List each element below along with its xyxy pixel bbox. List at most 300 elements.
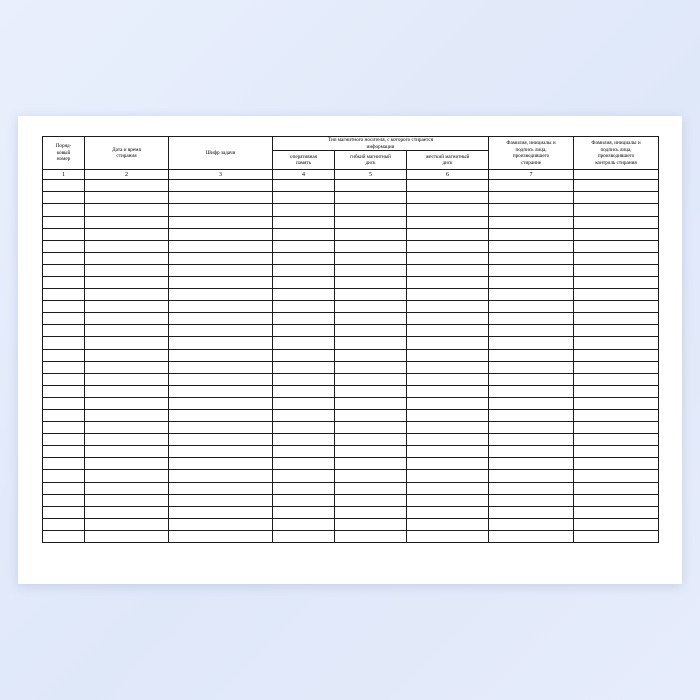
table-cell[interactable] bbox=[489, 518, 574, 530]
header-hard-disk-line2: диск bbox=[442, 160, 453, 167]
table-cell[interactable] bbox=[574, 458, 659, 470]
table-cell[interactable] bbox=[407, 434, 489, 446]
table-row[interactable] bbox=[43, 385, 659, 397]
table-cell[interactable] bbox=[273, 434, 335, 446]
table-cell[interactable] bbox=[489, 228, 574, 240]
header-erasure-datetime bbox=[85, 137, 169, 170]
table-cell[interactable] bbox=[489, 276, 574, 288]
table-cell[interactable] bbox=[273, 422, 335, 434]
table-cell[interactable] bbox=[85, 530, 169, 542]
table-cell[interactable] bbox=[574, 422, 659, 434]
table-cell[interactable] bbox=[169, 446, 273, 458]
table-cell[interactable] bbox=[574, 494, 659, 506]
table-cell[interactable] bbox=[169, 482, 273, 494]
table-cell[interactable] bbox=[273, 482, 335, 494]
table-cell[interactable] bbox=[489, 506, 574, 518]
table-cell[interactable] bbox=[43, 470, 85, 482]
table-cell[interactable] bbox=[407, 325, 489, 337]
journal-table-area bbox=[42, 136, 658, 543]
table-cell[interactable] bbox=[273, 373, 335, 385]
header-controller-person-line3: производившего bbox=[597, 153, 635, 160]
table-cell[interactable] bbox=[169, 458, 273, 470]
table-cell[interactable] bbox=[489, 325, 574, 337]
table-cell[interactable] bbox=[273, 264, 335, 276]
table-cell[interactable] bbox=[335, 264, 407, 276]
table-cell[interactable] bbox=[407, 240, 489, 252]
table-cell[interactable] bbox=[407, 252, 489, 264]
table-cell[interactable] bbox=[273, 349, 335, 361]
table-cell[interactable] bbox=[43, 349, 85, 361]
table-cell[interactable] bbox=[489, 397, 574, 409]
table-cell[interactable] bbox=[169, 216, 273, 228]
table-cell[interactable] bbox=[574, 313, 659, 325]
table-cell[interactable] bbox=[574, 506, 659, 518]
table-row[interactable] bbox=[43, 325, 659, 337]
table-cell[interactable] bbox=[43, 276, 85, 288]
table-cell[interactable] bbox=[335, 434, 407, 446]
table-cell[interactable] bbox=[335, 506, 407, 518]
table-cell[interactable] bbox=[335, 446, 407, 458]
table-cell[interactable] bbox=[489, 470, 574, 482]
table-cell[interactable] bbox=[169, 252, 273, 264]
table-cell[interactable] bbox=[43, 397, 85, 409]
header-floppy-disk bbox=[335, 151, 407, 170]
table-cell[interactable] bbox=[407, 385, 489, 397]
table-cell[interactable] bbox=[169, 434, 273, 446]
table-cell[interactable] bbox=[335, 240, 407, 252]
table-cell[interactable] bbox=[43, 180, 85, 192]
table-cell[interactable] bbox=[574, 264, 659, 276]
table-cell[interactable] bbox=[407, 349, 489, 361]
table-cell[interactable] bbox=[273, 337, 335, 349]
table-cell[interactable] bbox=[85, 446, 169, 458]
table-cell[interactable] bbox=[85, 216, 169, 228]
table-cell[interactable] bbox=[169, 410, 273, 422]
table-cell[interactable] bbox=[169, 337, 273, 349]
table-cell[interactable] bbox=[335, 373, 407, 385]
table-row[interactable] bbox=[43, 518, 659, 530]
table-cell[interactable] bbox=[169, 494, 273, 506]
table-cell[interactable] bbox=[489, 313, 574, 325]
table-cell[interactable] bbox=[335, 228, 407, 240]
table-cell[interactable] bbox=[489, 216, 574, 228]
table-cell[interactable] bbox=[169, 518, 273, 530]
table-cell[interactable] bbox=[407, 228, 489, 240]
table-cell[interactable] bbox=[489, 204, 574, 216]
table-cell[interactable] bbox=[169, 228, 273, 240]
table-cell[interactable] bbox=[85, 313, 169, 325]
table-cell[interactable] bbox=[574, 192, 659, 204]
table-cell[interactable] bbox=[574, 216, 659, 228]
table-cell[interactable] bbox=[43, 361, 85, 373]
table-cell[interactable] bbox=[489, 458, 574, 470]
table-cell[interactable] bbox=[407, 446, 489, 458]
table-cell[interactable] bbox=[43, 252, 85, 264]
table-cell[interactable] bbox=[407, 192, 489, 204]
table-cell[interactable] bbox=[169, 506, 273, 518]
table-cell[interactable] bbox=[273, 530, 335, 542]
table-cell[interactable] bbox=[574, 446, 659, 458]
column-number-row bbox=[43, 170, 659, 180]
table-row[interactable] bbox=[43, 482, 659, 494]
table-row[interactable] bbox=[43, 434, 659, 446]
table-cell[interactable] bbox=[43, 458, 85, 470]
table-cell[interactable] bbox=[43, 482, 85, 494]
table-row[interactable] bbox=[43, 530, 659, 542]
table-cell[interactable] bbox=[574, 470, 659, 482]
column-number-4: 4 bbox=[273, 170, 335, 180]
document-sheet bbox=[18, 116, 682, 584]
column-number-1: 1 bbox=[43, 170, 85, 180]
table-body bbox=[43, 180, 659, 543]
erasure-journal-table bbox=[42, 136, 659, 543]
table-row[interactable] bbox=[43, 506, 659, 518]
table-row[interactable] bbox=[43, 458, 659, 470]
table-cell[interactable] bbox=[43, 264, 85, 276]
table-cell[interactable] bbox=[85, 385, 169, 397]
table-cell[interactable] bbox=[574, 530, 659, 542]
table-cell[interactable] bbox=[489, 410, 574, 422]
table-cell[interactable] bbox=[85, 410, 169, 422]
table-cell[interactable] bbox=[169, 204, 273, 216]
table-cell[interactable] bbox=[43, 446, 85, 458]
table-cell[interactable] bbox=[574, 289, 659, 301]
header-ram-line1: оперативная bbox=[290, 154, 317, 160]
table-cell[interactable] bbox=[574, 228, 659, 240]
table-cell[interactable] bbox=[335, 470, 407, 482]
table-cell[interactable] bbox=[489, 482, 574, 494]
table-cell[interactable] bbox=[273, 240, 335, 252]
table-cell[interactable] bbox=[574, 252, 659, 264]
table-cell[interactable] bbox=[169, 422, 273, 434]
table-cell[interactable] bbox=[169, 240, 273, 252]
table-cell[interactable] bbox=[489, 446, 574, 458]
table-cell[interactable] bbox=[43, 337, 85, 349]
header-hard-disk bbox=[407, 151, 489, 170]
table-cell[interactable] bbox=[85, 482, 169, 494]
table-cell[interactable] bbox=[85, 361, 169, 373]
table-cell[interactable] bbox=[43, 518, 85, 530]
header-eraser-person-line3: производившего bbox=[512, 153, 550, 160]
table-cell[interactable] bbox=[85, 192, 169, 204]
table-cell[interactable] bbox=[43, 313, 85, 325]
table-row[interactable] bbox=[43, 264, 659, 276]
table-cell[interactable] bbox=[335, 397, 407, 409]
table-cell[interactable] bbox=[273, 385, 335, 397]
table-cell[interactable] bbox=[169, 385, 273, 397]
table-row[interactable] bbox=[43, 240, 659, 252]
table-cell[interactable] bbox=[489, 252, 574, 264]
table-cell[interactable] bbox=[489, 530, 574, 542]
table-cell[interactable] bbox=[43, 530, 85, 542]
table-cell[interactable] bbox=[335, 349, 407, 361]
table-cell[interactable] bbox=[43, 410, 85, 422]
table-cell[interactable] bbox=[43, 506, 85, 518]
table-row[interactable] bbox=[43, 470, 659, 482]
table-cell[interactable] bbox=[407, 422, 489, 434]
table-cell[interactable] bbox=[489, 434, 574, 446]
table-cell[interactable] bbox=[169, 361, 273, 373]
table-cell[interactable] bbox=[574, 361, 659, 373]
header-controller-person-line1: Фамилия, инициалы и bbox=[591, 140, 641, 147]
table-cell[interactable] bbox=[169, 289, 273, 301]
table-cell[interactable] bbox=[273, 410, 335, 422]
table-cell[interactable] bbox=[85, 458, 169, 470]
table-cell[interactable] bbox=[273, 301, 335, 313]
table-cell[interactable] bbox=[574, 518, 659, 530]
table-cell[interactable] bbox=[489, 494, 574, 506]
table-cell[interactable] bbox=[489, 264, 574, 276]
table-row[interactable] bbox=[43, 313, 659, 325]
header-task-code bbox=[169, 137, 273, 170]
table-cell[interactable] bbox=[85, 373, 169, 385]
header-floppy-disk-line2: диск bbox=[365, 160, 376, 167]
table-cell[interactable] bbox=[85, 518, 169, 530]
table-cell[interactable] bbox=[273, 204, 335, 216]
table-cell[interactable] bbox=[85, 204, 169, 216]
table-cell[interactable] bbox=[335, 530, 407, 542]
table-cell[interactable] bbox=[574, 385, 659, 397]
table-cell[interactable] bbox=[407, 470, 489, 482]
table-cell[interactable] bbox=[335, 289, 407, 301]
table-cell[interactable] bbox=[407, 397, 489, 409]
table-cell[interactable] bbox=[273, 458, 335, 470]
table-cell[interactable] bbox=[43, 422, 85, 434]
table-row[interactable] bbox=[43, 204, 659, 216]
table-row[interactable] bbox=[43, 252, 659, 264]
table-cell[interactable] bbox=[85, 301, 169, 313]
table-cell[interactable] bbox=[43, 494, 85, 506]
table-cell[interactable] bbox=[407, 530, 489, 542]
table-cell[interactable] bbox=[574, 276, 659, 288]
table-cell[interactable] bbox=[43, 434, 85, 446]
table-cell[interactable] bbox=[273, 518, 335, 530]
table-cell[interactable] bbox=[335, 192, 407, 204]
header-media-type-group-line2: информации bbox=[366, 143, 395, 150]
header-task-code-label: Шифр задачи bbox=[205, 149, 236, 156]
table-cell[interactable] bbox=[273, 276, 335, 288]
table-cell[interactable] bbox=[273, 228, 335, 240]
table-cell[interactable] bbox=[489, 373, 574, 385]
table-cell[interactable] bbox=[335, 301, 407, 313]
table-cell[interactable] bbox=[407, 180, 489, 192]
table-row[interactable] bbox=[43, 276, 659, 288]
table-cell[interactable] bbox=[43, 204, 85, 216]
table-cell[interactable] bbox=[273, 446, 335, 458]
table-cell[interactable] bbox=[489, 422, 574, 434]
table-cell[interactable] bbox=[85, 180, 169, 192]
table-cell[interactable] bbox=[407, 458, 489, 470]
table-cell[interactable] bbox=[85, 252, 169, 264]
table-cell[interactable] bbox=[335, 216, 407, 228]
table-cell[interactable] bbox=[273, 325, 335, 337]
table-cell[interactable] bbox=[335, 518, 407, 530]
table-row[interactable] bbox=[43, 349, 659, 361]
table-cell[interactable] bbox=[574, 337, 659, 349]
table-cell[interactable] bbox=[574, 325, 659, 337]
table-cell[interactable] bbox=[407, 361, 489, 373]
table-cell[interactable] bbox=[85, 325, 169, 337]
table-cell[interactable] bbox=[273, 216, 335, 228]
table-row[interactable] bbox=[43, 228, 659, 240]
table-cell[interactable] bbox=[489, 289, 574, 301]
table-cell[interactable] bbox=[335, 458, 407, 470]
table-cell[interactable] bbox=[273, 180, 335, 192]
table-cell[interactable] bbox=[169, 349, 273, 361]
table-row[interactable] bbox=[43, 373, 659, 385]
table-cell[interactable] bbox=[407, 337, 489, 349]
table-row[interactable] bbox=[43, 301, 659, 313]
table-cell[interactable] bbox=[407, 410, 489, 422]
table-cell[interactable] bbox=[169, 276, 273, 288]
table-cell[interactable] bbox=[335, 361, 407, 373]
table-cell[interactable] bbox=[407, 506, 489, 518]
table-cell[interactable] bbox=[43, 325, 85, 337]
table-cell[interactable] bbox=[335, 385, 407, 397]
table-cell[interactable] bbox=[85, 240, 169, 252]
header-eraser-person-line1: Фамилия, инициалы и bbox=[506, 140, 556, 147]
table-cell[interactable] bbox=[43, 385, 85, 397]
header-controller-person-line4: контроль стирания bbox=[595, 159, 637, 166]
table-cell[interactable] bbox=[335, 180, 407, 192]
table-cell[interactable] bbox=[169, 264, 273, 276]
table-cell[interactable] bbox=[85, 397, 169, 409]
table-cell[interactable] bbox=[335, 204, 407, 216]
table-cell[interactable] bbox=[43, 373, 85, 385]
table-cell[interactable] bbox=[169, 470, 273, 482]
table-cell[interactable] bbox=[574, 397, 659, 409]
table-cell[interactable] bbox=[85, 506, 169, 518]
table-cell[interactable] bbox=[407, 301, 489, 313]
table-cell[interactable] bbox=[489, 385, 574, 397]
table-cell[interactable] bbox=[407, 289, 489, 301]
table-row[interactable] bbox=[43, 216, 659, 228]
table-cell[interactable] bbox=[574, 410, 659, 422]
table-cell[interactable] bbox=[407, 216, 489, 228]
table-cell[interactable] bbox=[43, 240, 85, 252]
table-row[interactable] bbox=[43, 180, 659, 192]
table-cell[interactable] bbox=[169, 530, 273, 542]
table-cell[interactable] bbox=[273, 506, 335, 518]
table-cell[interactable] bbox=[407, 276, 489, 288]
table-cell[interactable] bbox=[489, 180, 574, 192]
table-cell[interactable] bbox=[407, 373, 489, 385]
table-cell[interactable] bbox=[169, 180, 273, 192]
table-row[interactable] bbox=[43, 410, 659, 422]
table-cell[interactable] bbox=[574, 373, 659, 385]
table-cell[interactable] bbox=[335, 494, 407, 506]
table-cell[interactable] bbox=[574, 349, 659, 361]
table-cell[interactable] bbox=[407, 204, 489, 216]
header-sequence-number-line1: Поряд- bbox=[55, 143, 72, 150]
table-row[interactable] bbox=[43, 192, 659, 204]
table-row[interactable] bbox=[43, 397, 659, 409]
table-cell[interactable] bbox=[407, 494, 489, 506]
table-header bbox=[43, 137, 659, 180]
header-eraser-person bbox=[489, 137, 574, 170]
header-controller-person bbox=[574, 137, 659, 170]
table-cell[interactable] bbox=[43, 192, 85, 204]
table-cell[interactable] bbox=[335, 325, 407, 337]
table-row[interactable] bbox=[43, 361, 659, 373]
header-sequence-number-line2: ковый bbox=[56, 149, 71, 156]
header-ram bbox=[273, 151, 335, 170]
table-cell[interactable] bbox=[85, 264, 169, 276]
table-cell[interactable] bbox=[273, 192, 335, 204]
table-row[interactable] bbox=[43, 494, 659, 506]
table-cell[interactable] bbox=[335, 410, 407, 422]
table-cell[interactable] bbox=[489, 349, 574, 361]
table-cell[interactable] bbox=[169, 301, 273, 313]
table-cell[interactable] bbox=[85, 289, 169, 301]
table-cell[interactable] bbox=[407, 264, 489, 276]
table-cell[interactable] bbox=[169, 192, 273, 204]
table-cell[interactable] bbox=[43, 216, 85, 228]
table-cell[interactable] bbox=[335, 337, 407, 349]
table-cell[interactable] bbox=[273, 252, 335, 264]
table-cell[interactable] bbox=[85, 470, 169, 482]
table-cell[interactable] bbox=[407, 313, 489, 325]
table-cell[interactable] bbox=[489, 337, 574, 349]
table-cell[interactable] bbox=[43, 228, 85, 240]
table-cell[interactable] bbox=[85, 494, 169, 506]
table-cell[interactable] bbox=[43, 289, 85, 301]
table-cell[interactable] bbox=[335, 313, 407, 325]
table-cell[interactable] bbox=[43, 301, 85, 313]
table-cell[interactable] bbox=[169, 373, 273, 385]
table-cell[interactable] bbox=[85, 337, 169, 349]
table-cell[interactable] bbox=[273, 397, 335, 409]
table-cell[interactable] bbox=[335, 482, 407, 494]
table-cell[interactable] bbox=[85, 276, 169, 288]
header-sequence-number bbox=[43, 137, 85, 170]
table-cell[interactable] bbox=[273, 313, 335, 325]
table-cell[interactable] bbox=[85, 349, 169, 361]
table-row[interactable] bbox=[43, 337, 659, 349]
table-cell[interactable] bbox=[169, 313, 273, 325]
table-cell[interactable] bbox=[574, 301, 659, 313]
table-cell[interactable] bbox=[273, 289, 335, 301]
table-cell[interactable] bbox=[85, 228, 169, 240]
header-controller-person-line2: подпись лица, bbox=[600, 146, 632, 153]
table-cell[interactable] bbox=[407, 518, 489, 530]
table-cell[interactable] bbox=[273, 470, 335, 482]
table-cell[interactable] bbox=[489, 361, 574, 373]
table-cell[interactable] bbox=[489, 240, 574, 252]
table-cell[interactable] bbox=[574, 204, 659, 216]
table-cell[interactable] bbox=[489, 301, 574, 313]
table-cell[interactable] bbox=[574, 434, 659, 446]
table-cell[interactable] bbox=[407, 482, 489, 494]
table-cell[interactable] bbox=[335, 422, 407, 434]
table-cell[interactable] bbox=[335, 276, 407, 288]
table-cell[interactable] bbox=[574, 482, 659, 494]
table-cell[interactable] bbox=[169, 397, 273, 409]
table-cell[interactable] bbox=[489, 192, 574, 204]
table-cell[interactable] bbox=[85, 422, 169, 434]
table-cell[interactable] bbox=[335, 252, 407, 264]
table-row[interactable] bbox=[43, 422, 659, 434]
header-erasure-datetime-line1: Дата и время bbox=[112, 146, 141, 153]
table-cell[interactable] bbox=[574, 240, 659, 252]
table-row[interactable] bbox=[43, 446, 659, 458]
table-cell[interactable] bbox=[574, 180, 659, 192]
table-cell[interactable] bbox=[169, 325, 273, 337]
table-row[interactable] bbox=[43, 289, 659, 301]
table-cell[interactable] bbox=[273, 361, 335, 373]
table-cell[interactable] bbox=[85, 434, 169, 446]
table-cell[interactable] bbox=[273, 494, 335, 506]
